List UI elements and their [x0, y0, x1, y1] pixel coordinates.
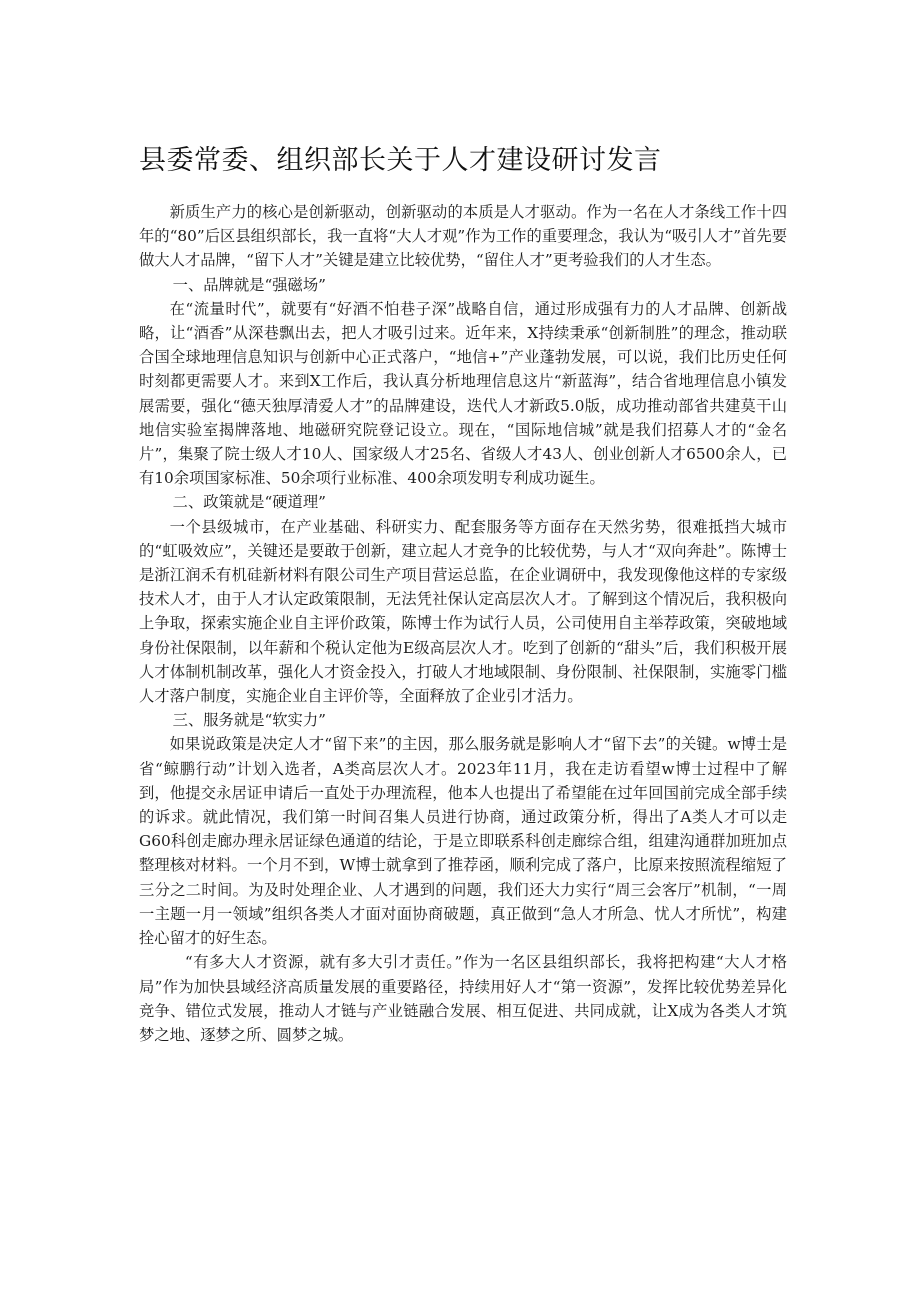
section-3-paragraph: 如果说政策是决定人才“留下来”的主因，那么服务就是影响人才“留下去”的关键。w博士是省“鲸鹏行动”计划入选者，A类高层次人才。2023年11月，我在走访看望w博士过程中了解到，他提交永居证申请后一直处于办理流程，他本人也提出了希望能在过年回国前完成全部手续的诉求。就此情况，我们第一时间召集人员进行协商，通过政策分析，得出了A类人才可以走G60科创走廊办理永居证绿色通道的结论，于是立即联系科创走廊综合组，组建沟通群加班加点整理核对材料。一个月不到，W博士就拿到了推荐函，顺利完成了落户，比原来按照流程缩短了三分之二时间。为及时处理企业、人才遇到的问题，我们还大力实行“周三会客厅”机制，“一周一主题一月一领域”组织各类人才面对面协商破题，真正做到“急人才所急、忧人才所忧”，构建拴心留才的好生态。	[139, 735, 787, 948]
document-body	[139, 200, 787, 1047]
section-1-heading: 一、品牌就是“强磁场”	[172, 275, 326, 294]
document-title: 县委常委、组织部长关于人才建设研讨发言	[139, 145, 662, 176]
section-2-paragraph: 一个县级城市，在产业基础、科研实力、配套服务等方面存在天然劣势，很难抵挡大城市的“虹吸效应”，关键还是要敢于创新，建立起人才竞争的比较优势，与人才“双向奔赴”。陈博士是浙江润禾有机硅新材料有限公司生产项目营运总监，在企业调研中，我发现像他这样的专家级技术人才，由于人才认定政策限制，无法凭社保认定高层次人才。了解到这个情况后，我积极向上争取，探索实施企业自主评价政策，陈博士作为试行人员，公司使用自主举荐政策，突破地域身份社保限制，以年薪和个税认定他为E级高层次人才。吃到了创新的“甜头”后，我们积极开展人才体制机制改革，强化人才资金投入，打破人才地域限制、身份限制、社保限制，实施零门槛人才落户制度，实施企业自主评价等，全面释放了企业引才活力。	[139, 517, 787, 706]
section-2-heading: 二、政策就是“硬道理”	[172, 493, 326, 512]
closing-paragraph: “有多大人才资源，就有多大引才责任。”作为一名区县组织部长，我将把构建“大人才格局”作为加快县域经济高质量发展的重要路径，持续用好人才“第一资源”，发挥比较优势差异化竞争、错位式发展，推动人才链与产业链融合发展、相互促进、共同成就，让X成为各类人才筑梦之地、逐梦之所、圆梦之城。	[139, 953, 787, 1044]
section-3-heading: 三、服务就是“软实力”	[172, 711, 326, 730]
section-1-paragraph: 在“流量时代”，就要有“好酒不怕巷子深”战略自信，通过形成强有力的人才品牌、创新战略，让“酒香”从深巷飘出去，把人才吸引过来。近年来，X持续秉承“创新制胜”的理念，推动联合国全球地理信息知识与创新中心正式落户，“地信+”产业蓬勃发展，可以说，我们比历史任何时刻都更需要人才。来到X工作后，我认真分析地理信息这片“新蓝海”，结合省地理信息小镇发展需要，强化“德天独厚清爱人才”的品牌建设，迭代人才新政5.0版，成功推动部省共建莫干山地信实验室揭牌落地、地磁研究院登记设立。现在，“国际地信城”就是我们招募人才的“金名片”，集聚了院士级人才10人、国家级人才25名、省级人才43人、创业创新人才6500余人，已有10余项国家标准、50余项行业标准、400余项发明专利成功诞生。	[139, 299, 787, 488]
intro-paragraph: 新质生产力的核心是创新驱动，创新驱动的本质是人才驱动。作为一名在人才条线工作十四年的“80”后区县组织部长，我一直将“大人才观”作为工作的重要理念，我认为“吸引人才”首先要做大人才品牌，“留下人才”关键是建立比较优势，“留住人才”更考验我们的人才生态。	[139, 203, 787, 270]
